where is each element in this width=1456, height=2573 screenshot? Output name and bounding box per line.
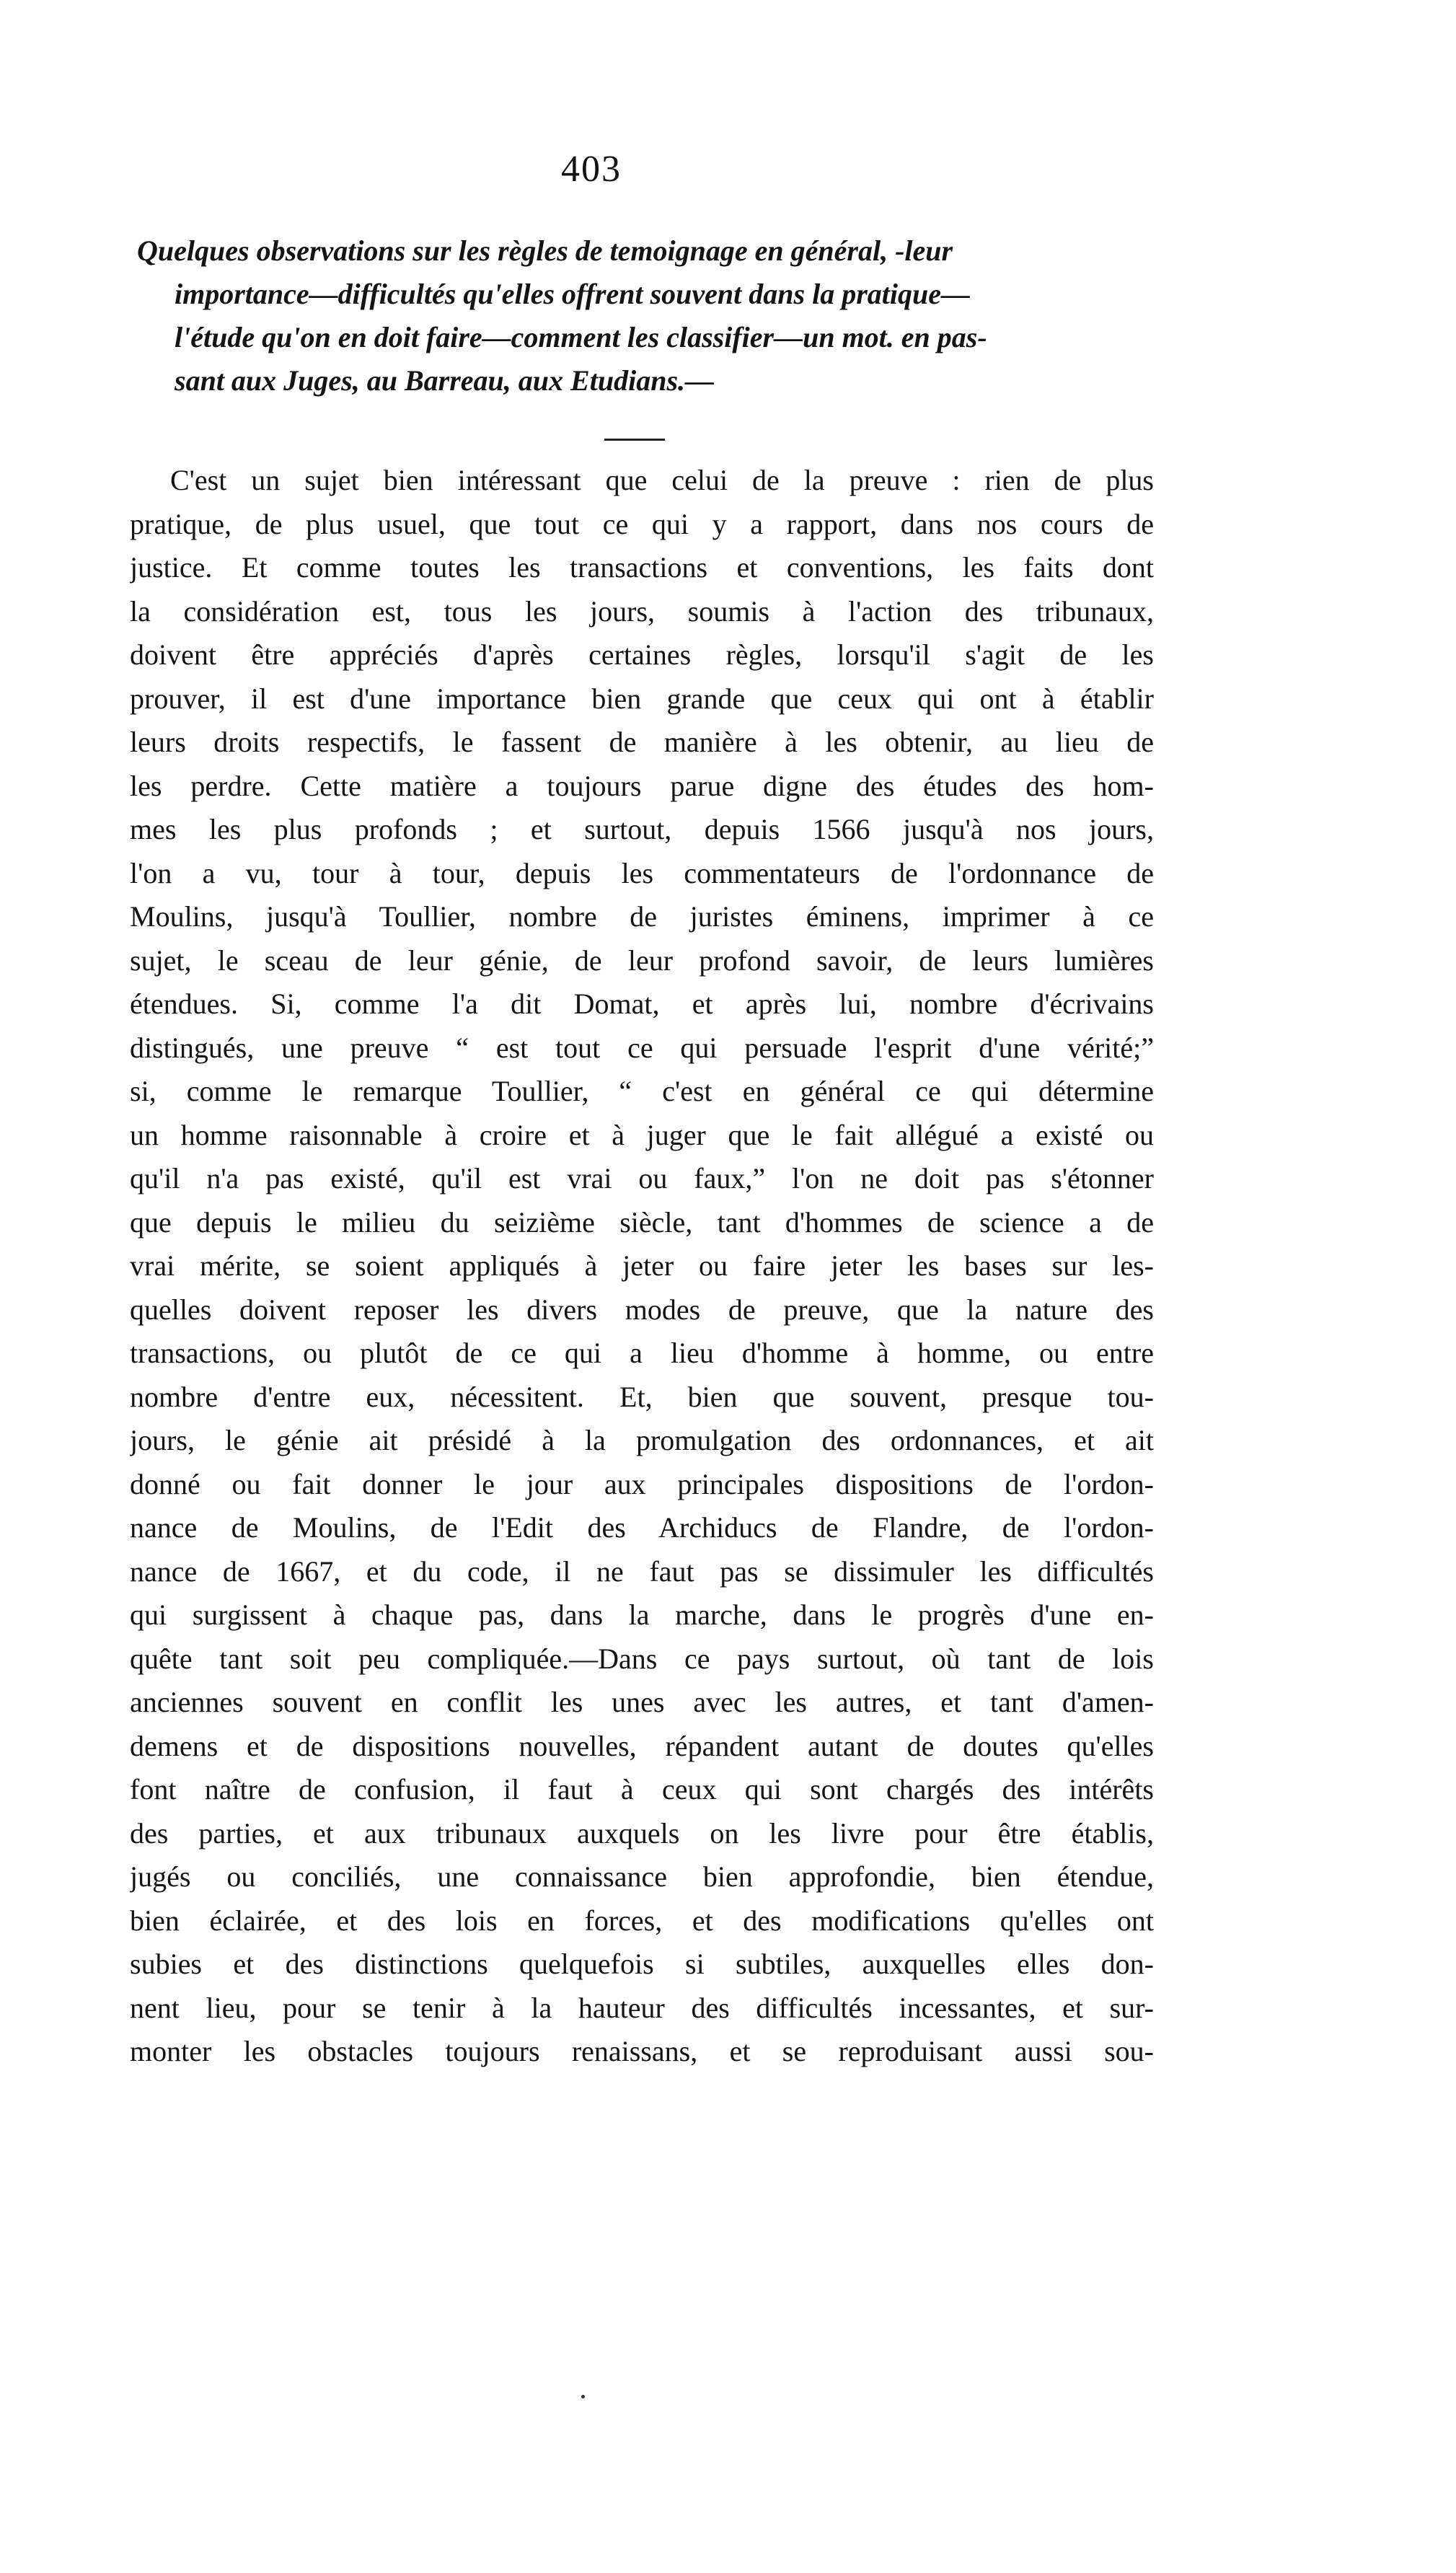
section-divider <box>604 439 665 441</box>
body-paragraph <box>130 459 1154 2074</box>
text-line: nent lieu, pour se tenir à la hauteur des difficultés incessantes, et sur- <box>130 1991 1154 2024</box>
text-line: sujet, le sceau de leur génie, de leur profond savoir, de leurs lumières <box>130 944 1154 977</box>
page-number: 403 <box>561 149 622 190</box>
summary-line: Quelques observations sur les règles de temoignage en général, -leur <box>137 234 953 267</box>
text-line: font naître de confusion, il faut à ceux qui sont chargés des intérêts <box>130 1773 1154 1806</box>
text-line: subies et des distinctions quelquefois si subtiles, auxquelles elles don- <box>130 1948 1154 1980</box>
text-line: distingués, une preuve “ est tout ce qui persuade l'esprit d'une vérité;” <box>130 1031 1154 1064</box>
text-line: jours, le génie ait présidé à la promulgation des ordonnances, et ait <box>130 1424 1154 1456</box>
text-line: donné ou fait donner le jour aux principales dispositions de l'ordon- <box>130 1467 1154 1500</box>
text-line: qui surgissent à chaque pas, dans la marche, dans le progrès d'une en- <box>130 1598 1154 1631</box>
text-line: la considération est, tous les jours, soumis à l'action des tribunaux, <box>130 594 1154 628</box>
text-line: qu'il n'a pas existé, qu'il est vrai ou faux,” l'on ne doit pas s'étonner <box>130 1162 1154 1195</box>
chapter-summary <box>137 229 1175 403</box>
text-line: Moulins, jusqu'à Toullier, nombre de juristes éminens, imprimer à ce <box>130 900 1154 933</box>
text-line: quête tant soit peu compliquée.—Dans ce pays surtout, où tant de lois <box>130 1642 1154 1675</box>
text-line: l'on a vu, tour à tour, depuis les commentateurs de l'ordonnance de <box>130 856 1154 889</box>
text-line: nombre d'entre eux, nécessitent. Et, bien que souvent, presque tou- <box>130 1380 1154 1413</box>
text-line: bien éclairée, et des lois en forces, et des modifications qu'elles ont <box>130 1904 1154 1937</box>
text-line: jugés ou conciliés, une connaissance bien approfondie, bien étendue, <box>130 1860 1154 1893</box>
text-line: vrai mérite, se soient appliqués à jeter ou faire jeter les bases sur les- <box>130 1249 1154 1282</box>
text-line: anciennes souvent en conflit les unes avec les autres, et tant d'amen- <box>130 1686 1154 1718</box>
text-line: leurs droits respectifs, le fassent de manière à les obtenir, au lieu de <box>130 726 1154 758</box>
summary-line: sant aux Juges, au Barreau, aux Etudians.— <box>175 364 715 397</box>
text-line: demens et de dispositions nouvelles, répandent autant de doutes qu'elles <box>130 1729 1154 1762</box>
text-line: justice. Et comme toutes les transactions et conventions, les faits dont <box>130 551 1154 584</box>
summary-line: l'étude qu'on en doit faire—comment les classifier—un mot. en pas- <box>175 321 987 353</box>
text-line: transactions, ou plutôt de ce qui a lieu d'homme à homme, ou entre <box>130 1337 1154 1369</box>
text-line: nance de Moulins, de l'Edit des Archiducs de Flandre, de l'ordon- <box>130 1511 1154 1544</box>
text-line: mes les plus profonds ; et surtout, depuis 1566 jusqu'à nos jours, <box>130 813 1154 845</box>
text-line: des parties, et aux tribunaux auxquels on les livre pour être établis, <box>130 1816 1154 1850</box>
text-line: doivent être appréciés d'après certaines règles, lorsqu'il s'agit de les <box>130 638 1154 671</box>
summary-line: importance—difficultés qu'elles offrent souvent dans la pratique— <box>175 278 971 310</box>
text-line: quelles doivent reposer les divers modes de preuve, que la nature des <box>130 1293 1154 1326</box>
text-line: que depuis le milieu du seizième siècle, tant d'hommes de science a de <box>130 1205 1154 1239</box>
text-line: pratique, de plus usuel, que tout ce qui y a rapport, dans nos cours de <box>130 507 1154 540</box>
text-line: un homme raisonnable à croire et à juger que le fait allégué a existé ou <box>130 1118 1154 1151</box>
text-line: monter les obstacles toujours renaissans, et se reproduisant aussi sou- <box>130 2035 1154 2067</box>
text-line: prouver, il est d'une importance bien grande que ceux qui ont à établir <box>130 682 1154 715</box>
text-line: les perdre. Cette matière a toujours parue digne des études des hom- <box>130 769 1154 802</box>
text-line: si, comme le remarque Toullier, “ c'est en général ce qui détermine <box>130 1075 1154 1107</box>
ink-speck <box>581 2395 585 2398</box>
text-line: nance de 1667, et du code, il ne faut pas se dissimuler les difficultés <box>130 1554 1154 1588</box>
text-line: étendues. Si, comme l'a dit Domat, et après lui, nombre d'écrivains <box>130 988 1154 1020</box>
text-line: C'est un sujet bien intéressant que celui de la preuve : rien de plus <box>170 464 1154 496</box>
